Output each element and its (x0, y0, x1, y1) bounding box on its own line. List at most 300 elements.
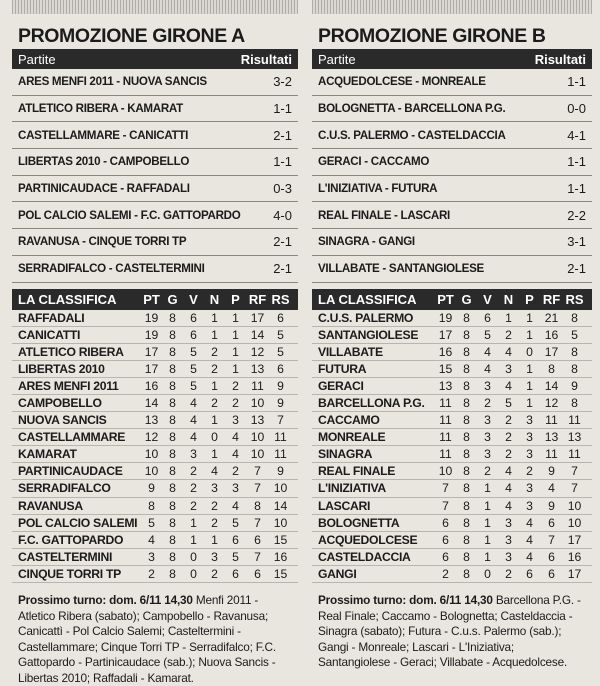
match-row (12, 256, 298, 283)
standings-cell: 6 (442, 549, 449, 564)
standings-cell: 11 (439, 447, 452, 462)
standings-cell: 6 (232, 566, 239, 581)
standings-row (312, 549, 592, 566)
standings-col-header: RS (565, 291, 584, 307)
match-score: 2-1 (273, 127, 292, 143)
standings-cell: 4 (505, 481, 512, 496)
match-score: 2-1 (273, 234, 292, 250)
standings-cell: 2 (211, 361, 218, 376)
results-header-matches: Partite (318, 51, 356, 67)
standings-cell: 1 (190, 515, 197, 530)
standings-cell: 1 (232, 361, 239, 376)
standings-title: LA CLASSIFICA (18, 291, 117, 307)
standings-cell: 14 (273, 498, 288, 513)
match-teams: C.U.S. PALERMO - CASTELDACCIA (318, 128, 506, 142)
standings-cell: 2 (232, 396, 239, 411)
standings-cell: 7 (254, 549, 261, 564)
match-score: 1-1 (273, 101, 292, 117)
standings-cell: 3 (505, 361, 512, 376)
standings-cell: 6 (277, 310, 284, 325)
standings-cell: 10 (144, 447, 159, 462)
standings-cell: 19 (144, 310, 159, 325)
standings-cell: 8 (463, 327, 470, 342)
standings-cell: 10 (250, 447, 265, 462)
standings-cell: 8 (463, 549, 470, 564)
standings-cell: 3 (232, 413, 239, 428)
standings-cell: 8 (463, 566, 470, 581)
standings-cell: 8 (463, 344, 470, 359)
standings-cell: 8 (548, 361, 555, 376)
standings-col-header: V (483, 291, 492, 307)
standings-cell: 10 (273, 515, 288, 530)
standings-cell: 1 (232, 344, 239, 359)
standings-cell: 11 (251, 378, 264, 393)
girone-b-column (312, 0, 592, 671)
standings-cell: 8 (169, 464, 176, 479)
standings-cell: 1 (211, 532, 218, 547)
standings-team: POL CALCIO SALEMI (18, 515, 138, 530)
standings-row (12, 532, 298, 549)
standings-cell: 5 (190, 378, 197, 393)
standings-team: RAFFADALI (18, 310, 85, 325)
match-teams: CASTELLAMMARE - CANICATTI (18, 128, 189, 142)
standings-cell: 7 (254, 515, 261, 530)
match-score: 0-0 (567, 101, 586, 117)
standings-cell: 8 (169, 378, 176, 393)
match-row (312, 96, 592, 123)
standings-cell: 2 (190, 498, 197, 513)
standings-team: VILLABATE (318, 344, 383, 359)
match-teams: ACQUEDOLCESE - MONREALE (318, 75, 486, 89)
standings-team: ACQUEDOLCESE (318, 532, 418, 547)
standings-col-header: PT (437, 291, 454, 307)
standings-cell: 13 (567, 430, 582, 445)
standings-cell: 4 (190, 430, 197, 445)
standings-row (12, 344, 298, 361)
standings-cell: 6 (254, 532, 261, 547)
standings-cell: 17 (144, 361, 159, 376)
standings-cell: 3 (505, 549, 512, 564)
results-header-matches: Partite (18, 51, 56, 67)
standings-cell: 9 (277, 378, 284, 393)
standings-cell: 3 (211, 481, 218, 496)
standings-cell: 17 (567, 566, 582, 581)
standings-cell: 2 (211, 498, 218, 513)
standings-row (12, 566, 298, 583)
standings-col-header: G (167, 291, 178, 307)
match-teams: ARES MENFI 2011 - NUOVA SANCIS (18, 75, 207, 89)
standings-team: REAL FINALE (318, 464, 396, 479)
standings-cell: 13 (544, 430, 559, 445)
standings-col-header: N (503, 291, 514, 307)
standings-cell: 3 (484, 430, 491, 445)
standings-cell: 5 (277, 344, 284, 359)
standings-row (312, 412, 592, 429)
match-score: 2-1 (567, 261, 586, 277)
standings-cell: 2 (484, 464, 491, 479)
standings-cell: 13 (438, 378, 453, 393)
standings-team: BARCELLONA P.G. (318, 396, 425, 411)
standings-cell: 6 (190, 310, 197, 325)
standings-cell: 8 (169, 310, 176, 325)
standings-team: CAMPOBELLO (18, 396, 102, 411)
standings-cell: 2 (505, 413, 512, 428)
standings-cell: 19 (144, 327, 159, 342)
standings-team: LIBERTAS 2010 (18, 361, 105, 376)
girone-a-column (12, 0, 298, 686)
standings-cell: 8 (463, 515, 470, 530)
standings-cell: 4 (526, 515, 533, 530)
standings-team: FUTURA (318, 361, 367, 376)
standings-cell: 1 (211, 327, 218, 342)
standings-cell: 8 (169, 498, 176, 513)
standings-cell: 3 (148, 549, 155, 564)
standings-team: BOLOGNETTA (318, 515, 400, 530)
standings-cell: 17 (567, 532, 582, 547)
standings-cell: 2 (526, 464, 533, 479)
standings-cell: 1 (484, 481, 491, 496)
standings-cell: 6 (442, 515, 449, 530)
standings-cell: 8 (571, 396, 578, 411)
standings-cell: 2 (211, 344, 218, 359)
standings-cell: 7 (254, 481, 261, 496)
standings-cell: 5 (484, 327, 491, 342)
standings-title: LA CLASSIFICA (318, 291, 417, 307)
girone-title: PROMOZIONE GIRONE B (318, 25, 546, 47)
standings-table (312, 310, 592, 584)
standings-cell: 2 (211, 515, 218, 530)
standings-team: CINQUE TORRI TP (18, 566, 121, 581)
standings-cell: 11 (545, 447, 558, 462)
standings-row (12, 515, 298, 532)
standings-team: SERRADIFALCO (18, 481, 111, 496)
standings-cell: 1 (190, 532, 197, 547)
standings-cell: 8 (463, 447, 470, 462)
standings-cell: 8 (169, 344, 176, 359)
standings-team: CASTELLAMMARE (18, 430, 126, 445)
standings-cell: 10 (438, 464, 453, 479)
standings-team: ATLETICO RIBERA (18, 344, 124, 359)
standings-cell: 5 (505, 396, 512, 411)
next-round (12, 593, 298, 686)
standings-cell: 16 (273, 549, 288, 564)
standings-cell: 8 (571, 310, 578, 325)
results-header-scores: Risultati (240, 51, 292, 67)
standings-cell: 4 (505, 378, 512, 393)
standings-row (12, 361, 298, 378)
standings-cell: 9 (548, 498, 555, 513)
standings-cell: 11 (545, 413, 558, 428)
standings-cell: 8 (463, 532, 470, 547)
match-score: 4-0 (273, 207, 292, 223)
standings-cell: 8 (169, 430, 176, 445)
standings-cell: 8 (463, 310, 470, 325)
standings-team: ARES MENFI 2011 (18, 378, 119, 393)
match-teams: GERACI - CACCAMO (318, 155, 430, 169)
standings-cell: 1 (232, 310, 239, 325)
standings-cell: 1 (484, 532, 491, 547)
standings-cell: 8 (169, 447, 176, 462)
standings-cell: 1 (484, 549, 491, 564)
results-list (312, 69, 592, 283)
standings-row (312, 361, 592, 378)
standings-cell: 4 (211, 464, 218, 479)
standings-cell: 19 (438, 310, 453, 325)
next-round-label: Prossimo turno: dom. 6/11 14,30 (318, 593, 493, 607)
standings-cell: 14 (250, 327, 265, 342)
standings-cell: 1 (526, 310, 533, 325)
standings-row (312, 310, 592, 327)
standings-cell: 1 (211, 413, 218, 428)
match-score: 1-1 (567, 154, 586, 170)
standings-cell: 1 (211, 447, 218, 462)
standings-cell: 11 (439, 396, 452, 411)
standings-cell: 1 (232, 327, 239, 342)
standings-cell: 4 (232, 430, 239, 445)
standings-cell: 17 (544, 344, 559, 359)
standings-cell: 11 (439, 413, 452, 428)
match-score: 2-2 (567, 207, 586, 223)
standings-cell: 10 (144, 464, 159, 479)
standings-cell: 1 (526, 361, 533, 376)
standings-team: GERACI (318, 378, 364, 393)
standings-team: L'INIZIATIVA (318, 481, 386, 496)
standings-cell: 8 (169, 396, 176, 411)
standings-team: CASTELDACCIA (318, 549, 411, 564)
match-teams: REAL FINALE - LASCARI (318, 208, 450, 222)
standings-cell: 5 (190, 361, 197, 376)
standings-cell: 3 (526, 481, 533, 496)
standings-row (12, 429, 298, 446)
top-divider (312, 0, 592, 14)
standings-header (312, 289, 592, 310)
standings-row (12, 463, 298, 480)
standings-cell: 7 (548, 532, 555, 547)
match-row (12, 96, 298, 123)
standings-cell: 8 (169, 481, 176, 496)
standings-cell: 15 (273, 566, 288, 581)
standings-cell: 7 (254, 464, 261, 479)
standings-team: CASTELTERMINI (18, 549, 113, 564)
standings-cell: 8 (463, 464, 470, 479)
standings-cell: 6 (232, 532, 239, 547)
standings-cell: 8 (463, 361, 470, 376)
match-row (12, 176, 298, 203)
standings-cell: 6 (442, 532, 449, 547)
standings-cell: 8 (169, 327, 176, 342)
results-header-scores: Risultati (534, 51, 586, 67)
match-score: 3-1 (567, 234, 586, 250)
standings-cell: 2 (232, 378, 239, 393)
standings-header (12, 289, 298, 310)
match-row (312, 202, 592, 229)
standings-cell: 2 (190, 481, 197, 496)
standings-cell: 8 (169, 413, 176, 428)
match-teams: SINAGRA - GANGI (318, 235, 415, 249)
standings-cell: 8 (463, 396, 470, 411)
standings-cell: 3 (484, 447, 491, 462)
standings-cell: 4 (484, 344, 491, 359)
standings-cell: 8 (169, 532, 176, 547)
standings-cell: 4 (526, 532, 533, 547)
standings-cell: 5 (148, 515, 155, 530)
standings-cell: 8 (463, 378, 470, 393)
standings-cell: 13 (144, 413, 159, 428)
standings-cell: 0 (190, 549, 197, 564)
standings-team: CACCAMO (318, 413, 380, 428)
match-teams: PARTINICAUDACE - RAFFADALI (18, 182, 190, 196)
next-round-text: Menfi 2011 - Atletico Ribera (sabato); Campobello - Ravanusa; Canicattì - Pol Calcio Salemi; Casteltermini - Castellammare; Cinque Torri TP - Serradifalco; F.C. Gattopardo - Partinicaudace (sab.); Nuova Sancis - Libertas 2010; Raffadali - Kamarat. (18, 593, 276, 685)
next-round (312, 593, 592, 671)
standings-cell: 2 (190, 464, 197, 479)
standings-cell: 3 (505, 515, 512, 530)
standings-cell: 9 (148, 481, 155, 496)
standings-cell: 4 (505, 344, 512, 359)
standings-cell: 7 (571, 481, 578, 496)
standings-cell: 3 (526, 413, 533, 428)
standings-col-header: P (231, 291, 240, 307)
standings-cell: 2 (505, 447, 512, 462)
match-teams: ATLETICO RIBERA - KAMARAT (18, 102, 183, 116)
standings-cell: 13 (250, 413, 265, 428)
match-teams: L'INIZIATIVA - FUTURA (318, 182, 438, 196)
standings-cell: 0 (484, 566, 491, 581)
standings-cell: 0 (211, 430, 218, 445)
top-divider (12, 0, 298, 14)
standings-cell: 2 (505, 430, 512, 445)
standings-cell: 2 (442, 566, 449, 581)
standings-cell: 10 (567, 498, 582, 513)
standings-row (312, 463, 592, 480)
standings-cell: 4 (526, 549, 533, 564)
standings-team: SANTANGIOLESE (318, 327, 419, 342)
standings-cell: 9 (277, 464, 284, 479)
standings-cell: 5 (190, 344, 197, 359)
standings-cell: 12 (144, 430, 159, 445)
match-score: 1-1 (567, 74, 586, 90)
match-row (312, 69, 592, 96)
standings-cell: 2 (484, 396, 491, 411)
standings-cell: 10 (273, 481, 288, 496)
standings-col-header: RS (271, 291, 290, 307)
standings-cell: 17 (250, 310, 265, 325)
standings-cell: 6 (548, 515, 555, 530)
standings-col-header: N (209, 291, 220, 307)
results-list (12, 69, 298, 283)
standings-cell: 16 (544, 327, 559, 342)
standings-team: CANICATTI (18, 327, 81, 342)
standings-cell: 9 (548, 464, 555, 479)
standings-cell: 4 (484, 361, 491, 376)
standings-cell: 8 (148, 498, 155, 513)
standings-cell: 8 (169, 361, 176, 376)
standings-cell: 6 (277, 361, 284, 376)
standings-team: LASCARI (318, 498, 371, 513)
standings-cell: 1 (211, 378, 218, 393)
standings-cell: 0 (190, 566, 197, 581)
standings-cell: 11 (439, 430, 452, 445)
standings-cell: 4 (148, 532, 155, 547)
standings-cell: 3 (526, 447, 533, 462)
standings-row (312, 446, 592, 463)
standings-cell: 8 (463, 413, 470, 428)
standings-cell: 6 (484, 310, 491, 325)
standings-cell: 8 (169, 549, 176, 564)
standings-cell: 4 (190, 396, 197, 411)
standings-row (312, 344, 592, 361)
standings-cell: 16 (144, 378, 159, 393)
standings-cell: 6 (548, 566, 555, 581)
standings-cell: 17 (144, 344, 159, 359)
standings-cell: 1 (526, 396, 533, 411)
standings-cell: 11 (274, 447, 287, 462)
standings-team: PARTINICAUDACE (18, 464, 123, 479)
match-row (12, 69, 298, 96)
standings-cell: 8 (169, 566, 176, 581)
match-teams: VILLABATE - SANTANGIOLESE (318, 262, 484, 276)
results-header (12, 49, 298, 69)
standings-team: RAVANUSA (18, 498, 83, 513)
standings-cell: 1 (526, 378, 533, 393)
standings-cell: 2 (505, 566, 512, 581)
standings-team: MONREALE (318, 430, 386, 445)
standings-cell: 8 (463, 430, 470, 445)
standings-row (312, 327, 592, 344)
girone-title: PROMOZIONE GIRONE A (18, 25, 245, 47)
standings-cell: 4 (232, 498, 239, 513)
standings-cell: 0 (526, 344, 533, 359)
standings-cell: 1 (505, 310, 512, 325)
standings-cell: 4 (190, 413, 197, 428)
standings-cell: 7 (442, 481, 449, 496)
standings-cell: 3 (211, 549, 218, 564)
match-teams: RAVANUSA - CINQUE TORRI TP (18, 235, 187, 249)
standings-row (12, 310, 298, 327)
match-row (12, 202, 298, 229)
match-row (312, 176, 592, 203)
standings-cell: 5 (277, 327, 284, 342)
standings-cell: 4 (505, 498, 512, 513)
standings-cell: 12 (544, 396, 559, 411)
standings-col-header: RF (248, 291, 267, 307)
standings-row (312, 480, 592, 497)
standings-cell: 14 (144, 396, 159, 411)
standings-cell: 2 (211, 566, 218, 581)
standings-cell: 3 (190, 447, 197, 462)
match-score: 1-1 (273, 154, 292, 170)
standings-cell: 5 (232, 515, 239, 530)
standings-team: NUOVA SANCIS (18, 413, 107, 428)
standings-cell: 8 (463, 481, 470, 496)
standings-cell: 15 (273, 532, 288, 547)
match-score: 0-3 (273, 181, 292, 197)
standings-cell: 17 (438, 327, 453, 342)
standings-row (12, 395, 298, 412)
standings-team: KAMARAT (18, 447, 77, 462)
standings-cell: 21 (544, 310, 559, 325)
standings-cell: 3 (484, 378, 491, 393)
standings-col-header: G (461, 291, 472, 307)
standings-cell: 11 (274, 430, 287, 445)
standings-cell: 4 (232, 447, 239, 462)
standings-row (312, 429, 592, 446)
standings-cell: 4 (548, 481, 555, 496)
standings-team: C.U.S. PALERMO (318, 310, 414, 325)
next-round-label: Prossimo turno: dom. 6/11 14,30 (18, 593, 193, 607)
standings-cell: 14 (544, 378, 559, 393)
standings-cell: 1 (526, 327, 533, 342)
match-score: 2-1 (273, 261, 292, 277)
